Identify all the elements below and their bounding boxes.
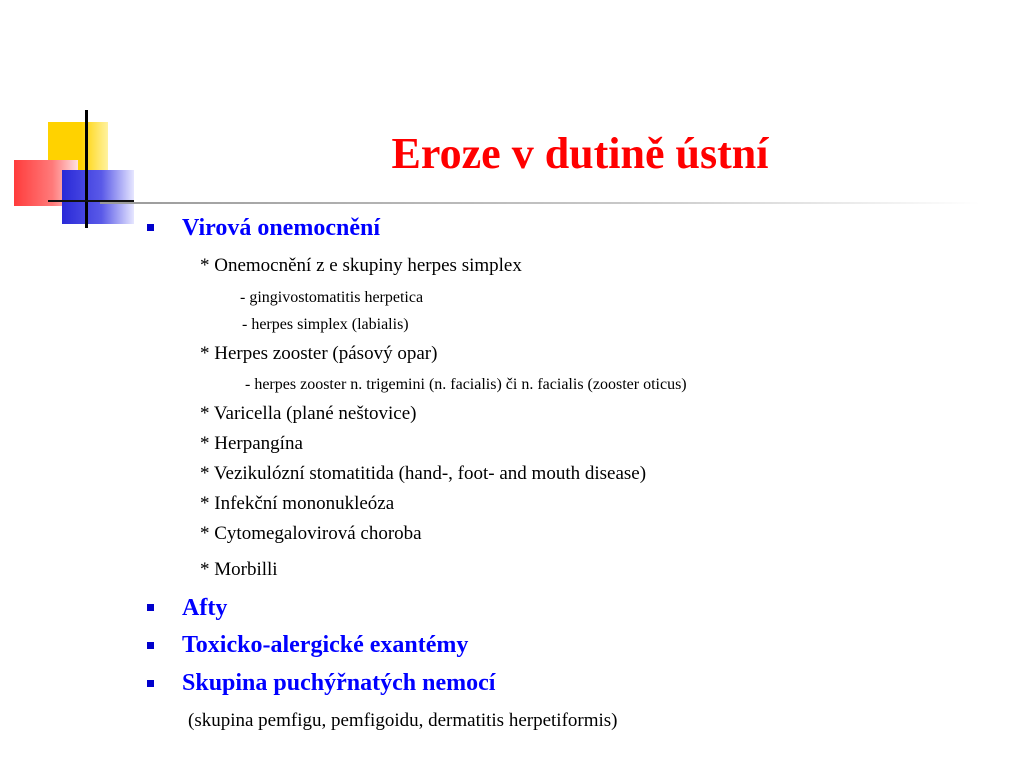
herpes-simplex-group: * Onemocnění z e skupiny herpes simplex <box>200 255 522 276</box>
morbilli-item: * Morbilli <box>200 559 278 580</box>
bullet-marker <box>147 604 154 611</box>
bullet-marker <box>147 680 154 687</box>
herpes-labialis-item: - herpes simplex (labialis) <box>242 316 409 333</box>
varicella-item: * Varicella (plané neštovice) <box>200 403 417 424</box>
vezikulozni-stomatitida-item: * Vezikulózní stomatitida (hand-, foot- and mouth disease) <box>200 463 647 484</box>
pemfigus-note: (skupina pemfigu, pemfigoidu, dermatitis herpetiformis) <box>188 710 618 731</box>
herpes-zoster-item: * Herpes zooster (pásový opar) <box>200 343 438 364</box>
zoster-trigemini-item: - herpes zooster n. trigemini (n. facialis) či n. facialis (zooster oticus) <box>245 376 687 393</box>
bullet-virova-onemocneni: Virová onemocnění <box>182 215 380 241</box>
bullet-puchyrnate-nemoci: Skupina puchýřnatých nemocí <box>182 670 496 696</box>
slide-title: Eroze v dutině ústní <box>391 129 769 178</box>
bullet-marker <box>147 224 154 231</box>
bullet-afty: Afty <box>182 595 228 621</box>
bullet-toxicko-alergicke: Toxicko-alergické exantémy <box>182 632 469 658</box>
bullet-marker <box>147 642 154 649</box>
gingivostomatitis-item: - gingivostomatitis herpetica <box>240 289 424 306</box>
cytomegalovirus-item: * Cytomegalovirová choroba <box>200 523 422 544</box>
herpangina-item: * Herpangína <box>200 433 303 454</box>
mononukleoza-item: * Infekční mononukleóza <box>200 493 395 514</box>
